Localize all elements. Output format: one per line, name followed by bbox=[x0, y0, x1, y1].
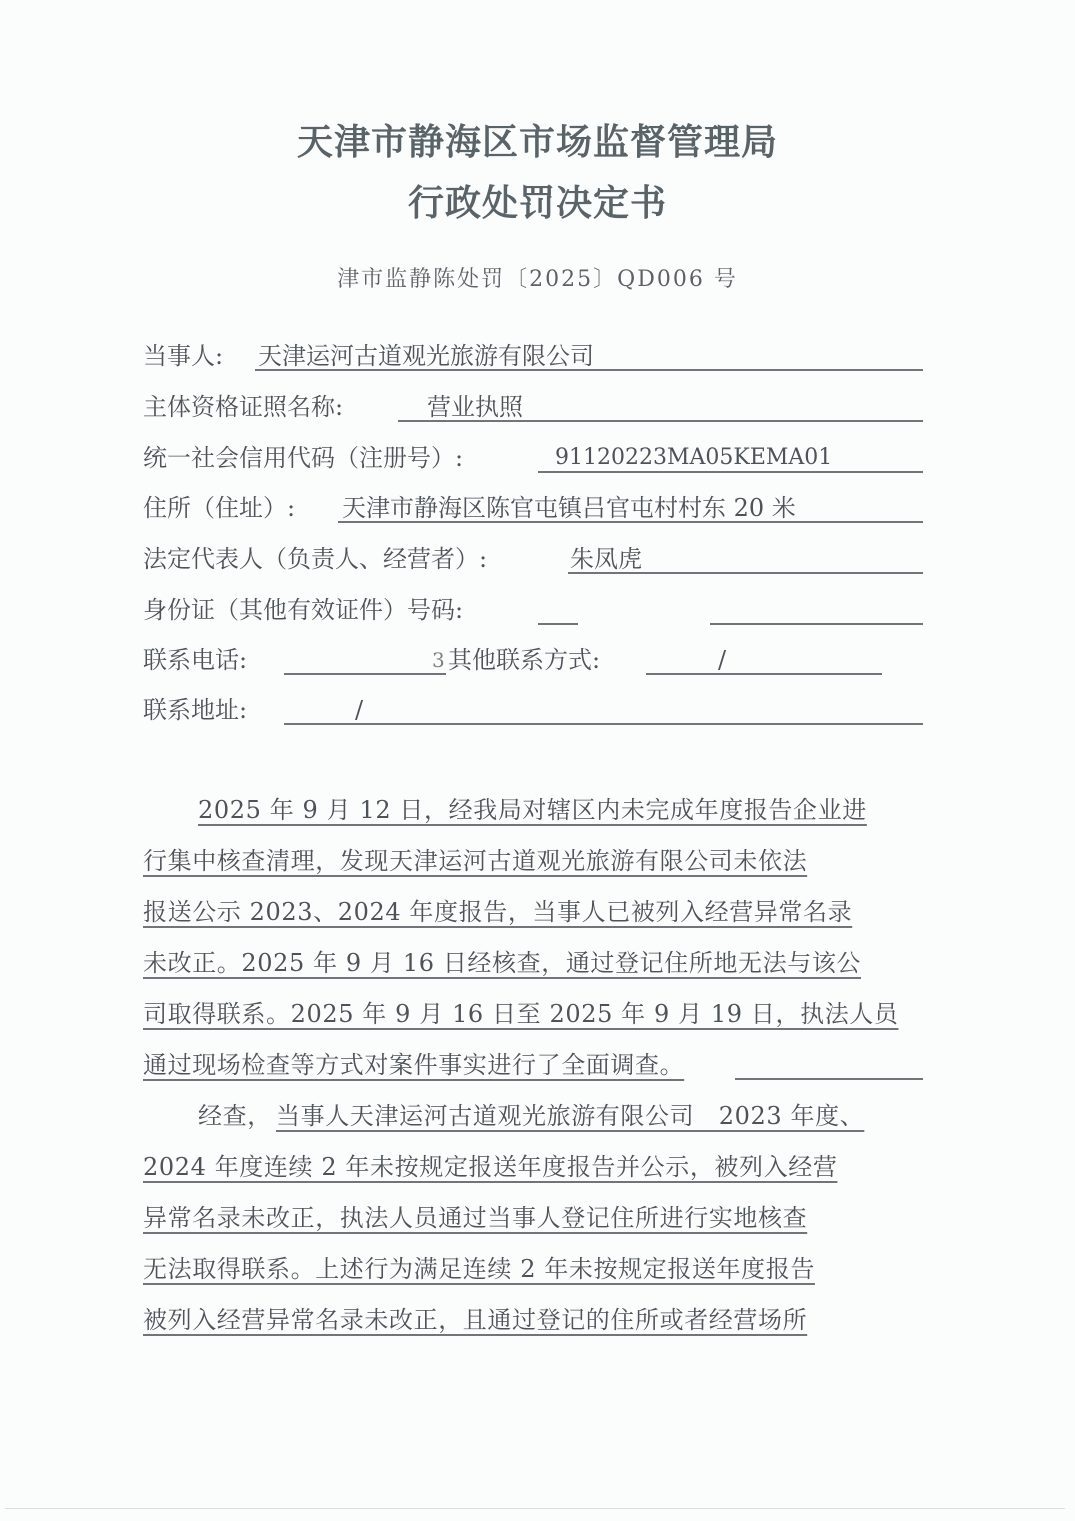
paragraph-1-line: 未改正。2025 年 9 月 16 日经核查，通过登记住所地无法与该公 bbox=[143, 949, 862, 977]
field-license-name-label: 主体资格证照名称: bbox=[143, 393, 344, 421]
field-credit-code bbox=[143, 438, 463, 478]
field-contact-address-underline bbox=[284, 723, 923, 725]
field-license-name-value: 营业执照 bbox=[427, 393, 523, 421]
scan-bottom-edge bbox=[5, 1508, 1065, 1509]
field-credit-code-underline bbox=[538, 471, 923, 473]
field-legal-rep-label: 法定代表人（负责人、经营者）: bbox=[143, 545, 488, 573]
paragraph-1-line: 通过现场检查等方式对案件事实进行了全面调查。 bbox=[143, 1051, 685, 1079]
paragraph-2-prefix: 经查， bbox=[198, 1102, 272, 1130]
field-contact-address-label: 联系地址: bbox=[143, 696, 248, 724]
field-address bbox=[143, 488, 295, 528]
field-party-label: 当事人: bbox=[143, 342, 224, 370]
field-address-value: 天津市静海区陈官屯镇吕官屯村村东 20 米 bbox=[342, 494, 796, 522]
document-title-type: 行政处罚决定书 bbox=[407, 182, 667, 224]
field-id-number-underline-right bbox=[710, 623, 923, 625]
field-other-contact-value: / bbox=[718, 646, 727, 674]
field-party bbox=[143, 336, 223, 376]
paragraph-1-line: 行集中核查清理，发现天津运河古道观光旅游有限公司未依法 bbox=[143, 847, 808, 875]
field-party-underline bbox=[255, 369, 923, 371]
document-number: 津市监静陈处罚〔2025〕QD006 号 bbox=[337, 267, 738, 292]
field-address-underline bbox=[338, 521, 923, 523]
paragraph-1-line: 报送公示 2023、2024 年度报告，当事人已被列入经营异常名录 bbox=[143, 898, 853, 926]
paragraph-2-line: 无法取得联系。上述行为满足连续 2 年未按规定报送年度报告 bbox=[143, 1255, 815, 1283]
field-contact-address-value: / bbox=[355, 696, 364, 724]
paragraph-2-line: 2024 年度连续 2 年未按规定报送年度报告并公示，被列入经营 bbox=[143, 1153, 838, 1181]
field-id-number-label: 身份证（其他有效证件）号码: bbox=[143, 596, 464, 624]
field-legal-rep bbox=[143, 539, 487, 579]
paragraph-1-trailing-underline bbox=[735, 1078, 923, 1080]
field-other-contact-underline bbox=[646, 673, 882, 675]
field-address-label: 住所（住址）: bbox=[143, 494, 296, 522]
paragraph-1-line: 2025 年 9 月 12 日，经我局对辖区内未完成年度报告企业进 bbox=[198, 796, 867, 824]
field-phone-underline bbox=[284, 673, 446, 675]
field-party-value: 天津运河古道观光旅游有限公司 bbox=[258, 342, 594, 370]
paragraph-2-line: 当事人天津运河古道观光旅游有限公司 2023 年度、 bbox=[276, 1102, 865, 1130]
field-phone bbox=[143, 640, 247, 680]
paragraph-1-line: 司取得联系。2025 年 9 月 16 日至 2025 年 9 月 19 日，执法人员 bbox=[143, 1000, 899, 1028]
field-legal-rep-value: 朱凤虎 bbox=[570, 545, 642, 573]
field-license-name bbox=[143, 387, 343, 427]
field-contact-address bbox=[143, 690, 247, 730]
field-other-contact-label: 其他联系方式: bbox=[448, 646, 601, 674]
paragraph-2-line: 异常名录未改正，执法人员通过当事人登记住所进行实地核查 bbox=[143, 1204, 808, 1232]
field-id-number bbox=[143, 590, 463, 630]
field-credit-code-value: 91120223MA05KEMA01 bbox=[555, 445, 833, 470]
field-legal-rep-underline bbox=[568, 572, 923, 574]
field-phone-label: 联系电话: bbox=[143, 646, 248, 674]
field-credit-code-label: 统一社会信用代码（注册号）: bbox=[143, 444, 464, 472]
document-title-agency: 天津市静海区市场监督管理局 bbox=[296, 121, 778, 163]
paragraph-2-line: 被列入经营异常名录未改正，且通过登记的住所或者经营场所 bbox=[143, 1306, 808, 1334]
field-id-number-underline-left bbox=[538, 623, 578, 625]
field-phone-trailing: 3 bbox=[432, 648, 445, 672]
field-license-name-underline bbox=[398, 420, 923, 422]
